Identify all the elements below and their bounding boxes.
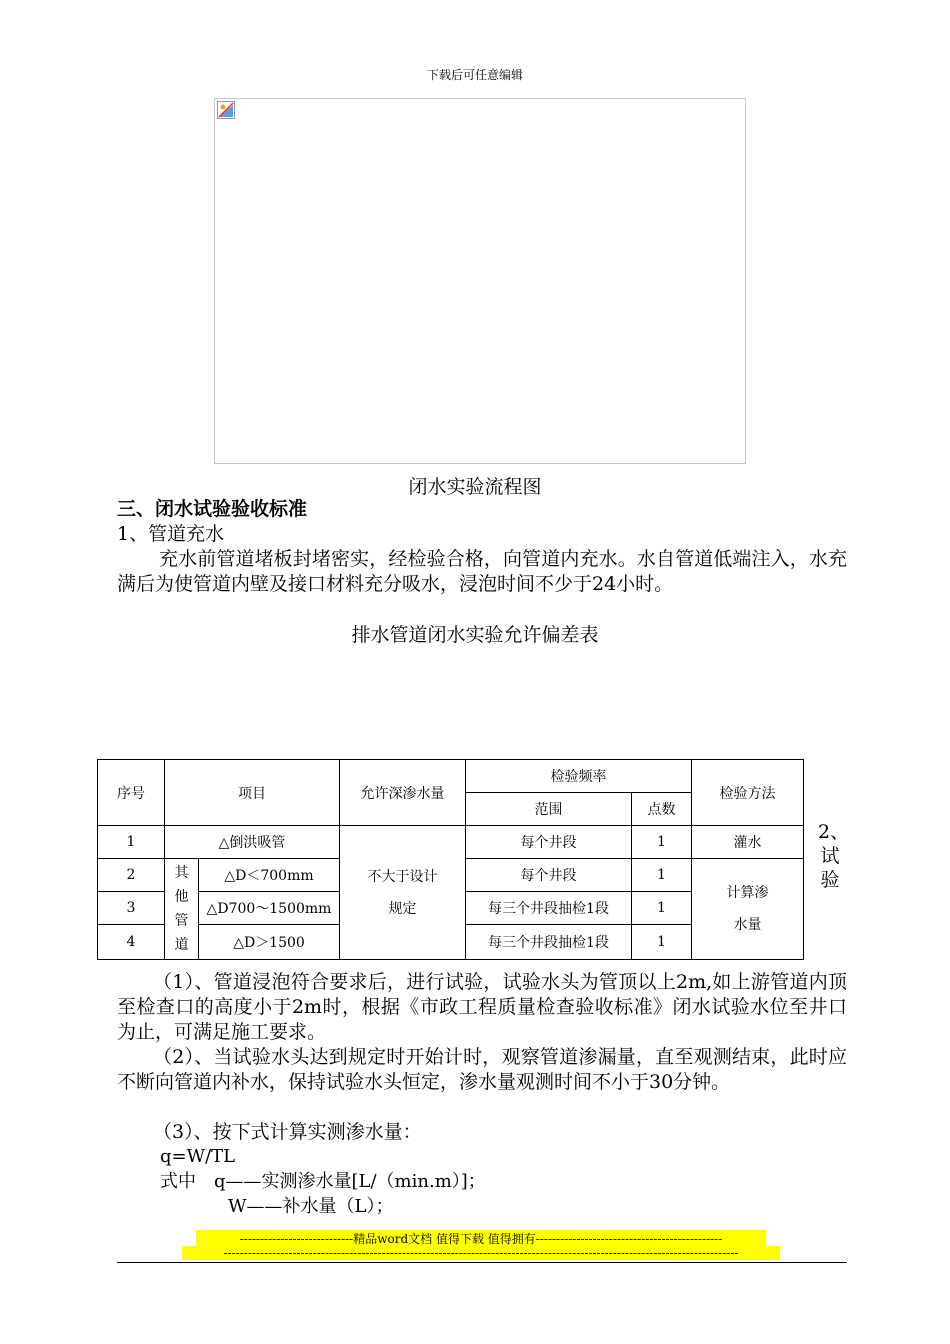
paragraph-1: （1）、管道浸泡符合要求后，进行试验，试验水头为管顶以上2m,如上游管道内顶至检查口的高度小于2m时，根据《市政工程质量检查验收标准》闭水试验水位至井口为止，可满足施工要求。: [117, 971, 847, 1043]
cell-range: 每个井段: [466, 826, 632, 859]
cell-points: 1: [632, 925, 692, 960]
cell-seq: 4: [98, 925, 165, 960]
paragraph-2: （2）、当试验水头达到规定时开始计时，观察管道渗漏量，直至观测结束，此时应不断向管道内补水，保持试验水头恒定，渗水量观测时间不小于30分钟。: [117, 1046, 847, 1093]
cell-range: 每三个井段抽检1段: [466, 892, 632, 925]
cell-seq: 3: [98, 892, 165, 925]
cell-item: △D＜700mm: [199, 859, 340, 892]
footer-dashes: -------------------------------------------------------------------------------------------------------------------------------: [182, 1246, 780, 1260]
cell-points: 1: [632, 892, 692, 925]
header-item: 项目: [165, 760, 340, 826]
cell-other-pipe: 其他管道: [165, 859, 199, 960]
figure-caption: 闭水实验流程图: [408, 476, 542, 498]
side-note-test: 2、试验: [818, 821, 850, 891]
cell-seq: 2: [98, 859, 165, 892]
formula-where-q: 式中 q——实测渗水量[L/（min.m）]；: [160, 1171, 486, 1192]
header-note: 下载后可任意编辑: [426, 68, 523, 82]
header-freq: 检验频率: [466, 760, 692, 793]
cell-method-calc: 计算渗水量: [692, 859, 804, 960]
cell-range: 每三个井段抽检1段: [466, 925, 632, 960]
cell-range: 每个井段: [466, 859, 632, 892]
cell-allow: 不大于设计规定: [340, 826, 466, 960]
header-method: 检验方法: [692, 760, 804, 826]
cell-points: 1: [632, 826, 692, 859]
section-heading: 三、闭水试验验收标准: [117, 498, 308, 520]
footer-rule: [117, 1262, 847, 1263]
subheading-pipe-filling: 1、管道充水: [117, 523, 225, 545]
cell-item: △D700～1500mm: [199, 892, 340, 925]
header-points: 点数: [632, 793, 692, 826]
cell-method: 灌水: [692, 826, 804, 859]
header-seq: 序号: [98, 760, 165, 826]
broken-image-icon: [217, 101, 235, 119]
header-allow: 允许深渗水量: [340, 760, 466, 826]
cell-item: △倒洪吸管: [165, 826, 340, 859]
formula: q=W/TL: [160, 1146, 236, 1167]
cell-points: 1: [632, 859, 692, 892]
cell-seq: 1: [98, 826, 165, 859]
paragraph-filling: 充水前管道堵板封堵密实，经检验合格，向管道内充水。水自管道低端注入，水充满后为使管道内壁及接口材料充分吸水，浸泡时间不少于24小时。: [117, 548, 847, 595]
table-row: [98, 826, 804, 859]
footer-banner: ----------------------------精品word文档 值得下载 值得拥有----------------------------------------------: [196, 1230, 766, 1247]
paragraph-3: （3）、按下式计算实测渗水量：: [153, 1121, 422, 1143]
header-range: 范围: [466, 793, 632, 826]
cell-item: △D＞1500: [199, 925, 340, 960]
table-title: 排水管道闭水实验允许偏差表: [351, 624, 599, 646]
deviation-table: [97, 759, 804, 960]
flowchart-image-placeholder: [214, 98, 746, 464]
formula-where-w: W——补水量（L）；: [228, 1196, 394, 1217]
